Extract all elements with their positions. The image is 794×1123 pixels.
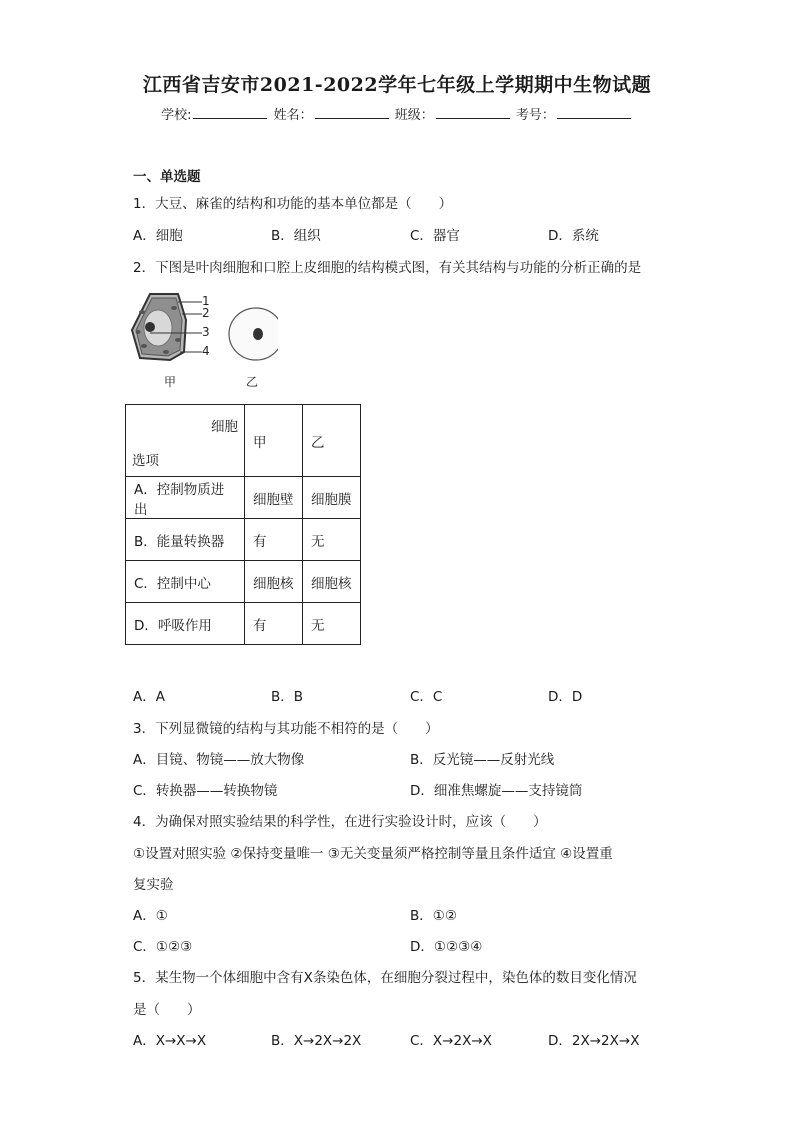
q4-option-c: C．①②③ (133, 939, 193, 955)
q2-option-b: B．B (271, 689, 304, 705)
q5-option-c: C．X→2X→X (410, 1033, 492, 1049)
animal-cell-nucleus (253, 328, 263, 340)
label-4: 4 (202, 344, 210, 358)
header-cell-label: 细胞 (211, 418, 238, 435)
q4-option-d: D．①②③④ (410, 939, 483, 955)
table-row (126, 603, 361, 645)
q1-option-d: D．系统 (548, 228, 599, 244)
exam-number-blank (557, 106, 631, 119)
exam-number-label: 考号： (515, 108, 555, 123)
q2-option-c: C．C (410, 689, 443, 705)
question-4-line-3: 复实验 (133, 877, 174, 893)
q4-option-b: B．①② (410, 908, 457, 924)
q1-option-c: C．器官 (410, 228, 460, 244)
row-b-option: B．能量转换器 (126, 519, 245, 561)
class-blank (436, 106, 510, 119)
label-3: 3 (202, 325, 210, 339)
label-1: 1 (202, 294, 210, 308)
table-header-row (126, 405, 361, 477)
row-b-yi: 无 (303, 519, 361, 561)
class-label: 班级： (394, 108, 434, 123)
cell-structure-diagram (128, 290, 278, 388)
school-label: 学校: (161, 108, 192, 123)
question-3-stem: 3．下列显微镜的结构与其功能不相符的是（ ） (133, 721, 439, 737)
header-yi: 乙 (303, 405, 361, 477)
question-1-stem: 1．大豆、麻雀的结构和功能的基本单位都是（ ） (133, 196, 453, 212)
q5-option-b: B．X→2X→2X (271, 1033, 362, 1049)
table-row (126, 519, 361, 561)
header-option-label: 选项 (132, 452, 159, 469)
q3-option-c: C．转换器——转换物镜 (133, 783, 278, 799)
q1-option-a: A．细胞 (133, 228, 183, 244)
row-d-option: D．呼吸作用 (126, 603, 245, 645)
question-4-line-2: ①设置对照实验 ②保持变量唯一 ③无关变量须严格控制等量且条件适宜 ④设置重 (133, 846, 613, 862)
row-a-option: A．控制物质进出 (126, 477, 245, 519)
row-a-jia: 细胞壁 (245, 477, 303, 519)
table-row (126, 561, 361, 603)
cell-comparison-table (125, 404, 361, 645)
q4-option-a: A．① (133, 908, 168, 924)
row-b-jia: 有 (245, 519, 303, 561)
row-d-yi: 无 (303, 603, 361, 645)
name-blank (315, 106, 389, 119)
row-d-jia: 有 (245, 603, 303, 645)
question-2-stem: 2．下图是叶肉细胞和口腔上皮细胞的结构模式图，有关其结构与功能的分析正确的是 (133, 260, 642, 276)
caption-jia: 甲 (164, 375, 177, 388)
question-5-stem: 5．某生物一个体细胞中含有X条染色体，在细胞分裂过程中，染色体的数目变化情况 (133, 970, 637, 986)
exam-title: 江西省吉安市2021-2022学年七年级上学期期中生物试题 (142, 74, 652, 96)
q1-option-b: B．组织 (271, 228, 321, 244)
q2-option-a: A．A (133, 689, 165, 705)
label-2: 2 (202, 306, 210, 320)
q5-option-d: D．2X→2X→X (548, 1033, 640, 1049)
row-c-yi: 细胞核 (303, 561, 361, 603)
student-info-line (0, 104, 794, 123)
plant-cell-nucleus (145, 322, 155, 332)
section-heading: 一、单选题 (133, 169, 201, 185)
q3-option-a: A．目镜、物镜——放大物像 (133, 752, 305, 768)
name-label: 姓名： (273, 108, 313, 123)
school-blank (193, 106, 267, 119)
header-jia: 甲 (245, 405, 303, 477)
q5-option-a: A．X→X→X (133, 1033, 207, 1049)
q3-option-d: D．细准焦螺旋——支持镜筒 (410, 783, 583, 799)
table-corner-cell (126, 405, 245, 477)
row-a-yi: 细胞膜 (303, 477, 361, 519)
q3-option-b: B．反光镜——反射光线 (410, 752, 555, 768)
caption-yi: 乙 (246, 375, 259, 388)
row-c-option: C．控制中心 (126, 561, 245, 603)
row-c-jia: 细胞核 (245, 561, 303, 603)
question-5-line-2: 是（ ） (133, 1002, 201, 1018)
question-4-stem: 4．为确保对照实验结果的科学性，在进行实验设计时，应该（ ） (133, 814, 547, 830)
table-row (126, 477, 361, 519)
q2-option-d: D．D (548, 689, 583, 705)
